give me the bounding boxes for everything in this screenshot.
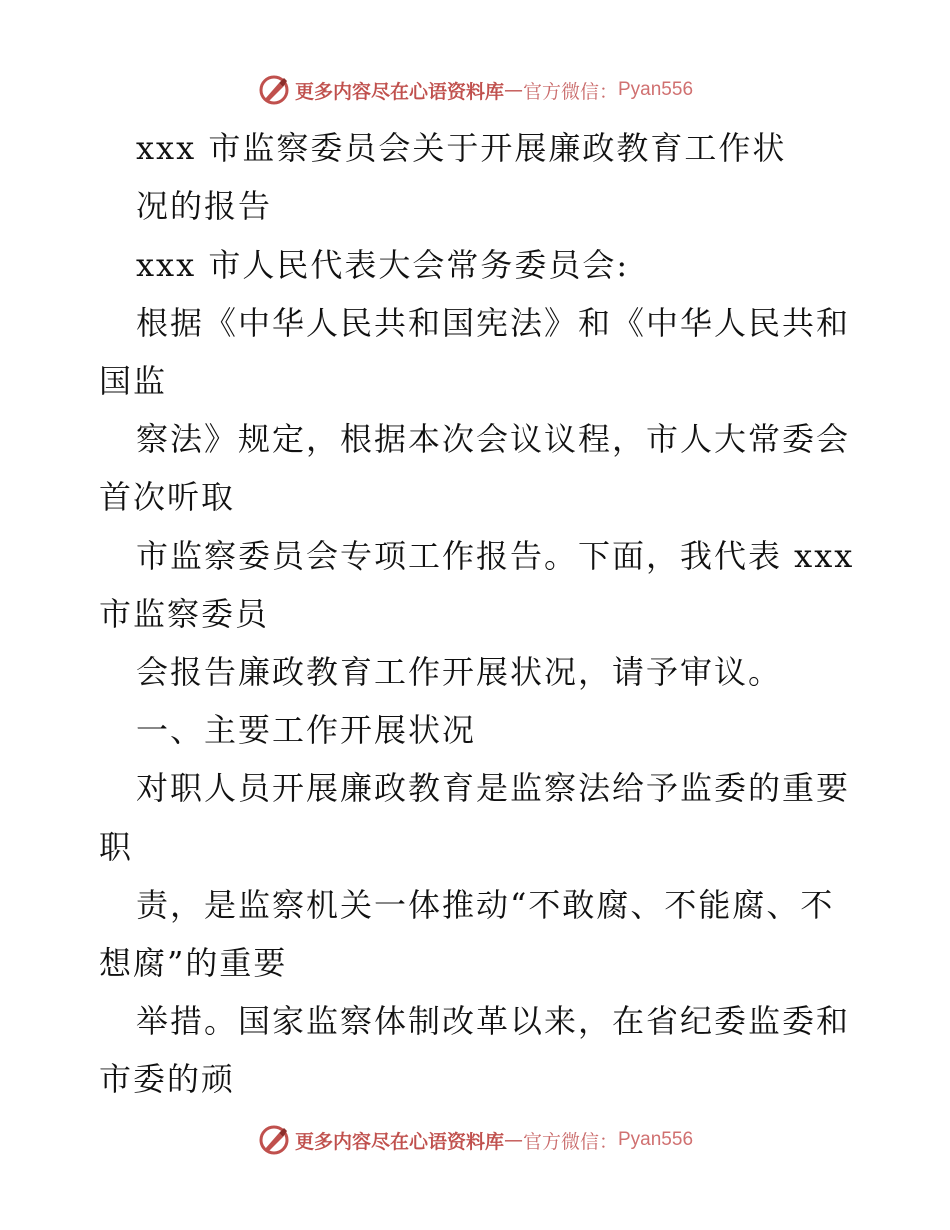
doc-line: 察法》规定，根据本次会议议程，市人大常委会: [136, 420, 851, 458]
doc-line: 首次听取: [99, 478, 236, 516]
doc-line: 责，是监察机关一体推动“不敢腐、不能腐、不: [136, 886, 835, 924]
watermark-wechat-id: Pyan556: [618, 79, 694, 100]
doc-line: 根据《中华人民共和国宪法》和《中华人民共和: [136, 304, 851, 342]
doc-addressee: xxx 市人民代表大会常务委员会:: [136, 246, 630, 284]
doc-line: 会报告廉政教育工作开展状况，请予审议。: [136, 653, 783, 691]
watermark-wechat-id: Pyan556: [618, 1129, 694, 1150]
watermark-wechat-label: 官方微信：: [522, 1130, 618, 1153]
pen-logo-icon: [257, 73, 291, 107]
watermark-footer: [0, 1122, 950, 1158]
watermark-wechat-label: 官方微信：: [522, 80, 618, 103]
doc-section-heading: 一、主要工作开展状况: [136, 711, 477, 749]
pen-logo-icon: [257, 1123, 291, 1157]
doc-line: 举措。国家监察体制改革以来，在省纪委监委和: [136, 1002, 851, 1040]
doc-line: 市委的顽: [99, 1060, 236, 1098]
watermark-separator: —: [503, 1129, 523, 1151]
doc-line: 市监察委员: [99, 595, 270, 633]
doc-line: 职: [99, 828, 134, 866]
doc-line: 国监: [99, 362, 168, 400]
watermark-main-text: 更多内容尽在心语资料库: [294, 80, 504, 103]
doc-title-line-1: xxx 市监察委员会关于开展廉政教育工作状: [136, 129, 787, 167]
watermark-header: [0, 72, 950, 108]
doc-line: 对职人员开展廉政教育是监察法给予监委的重要: [136, 769, 851, 807]
watermark-main-text: 更多内容尽在心语资料库: [294, 1130, 504, 1153]
watermark-separator: —: [503, 79, 523, 101]
doc-title-line-2: 况的报告: [136, 187, 273, 225]
doc-line: 想腐”的重要: [99, 944, 288, 982]
doc-line: 市监察委员会专项工作报告。下面，我代表 xxx: [136, 537, 855, 575]
